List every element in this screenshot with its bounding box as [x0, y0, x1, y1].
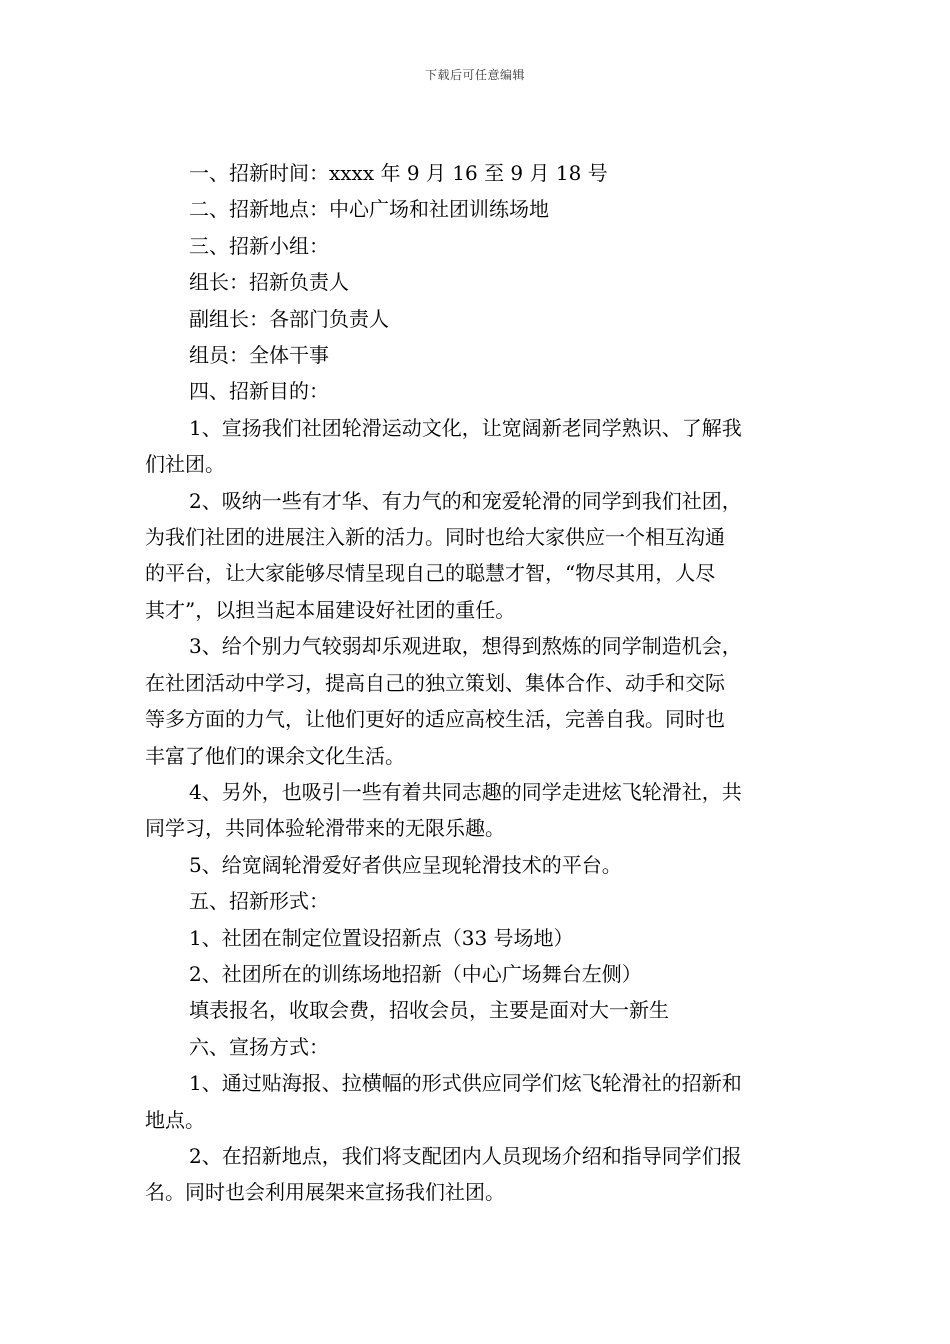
purpose-item-3 — [145, 628, 810, 774]
purpose-item-1 — [145, 410, 810, 483]
text-line: 的平台，让大家能够尽情呈现自己的聪慧才智，“物尽其用，人尽 — [145, 561, 716, 586]
text-line: 2、吸纳一些有才华、有力气的和宠爱轮滑的同学到我们社团， — [189, 488, 742, 513]
section-heading-purpose: 四、招新目的： — [189, 379, 329, 404]
text-line: 1、宣扬我们社团轮滑运动文化，让宽阔新老同学熟识、了解我 — [189, 415, 742, 440]
text-line: 在社团活动中学习，提高自己的独立策划、集体合作、动手和交际 — [145, 670, 725, 695]
header-note: 下载后可任意编辑 — [424, 68, 525, 82]
section-heading-promotion: 六、宣扬方式： — [189, 1034, 329, 1059]
text-line: 3、给个别力气较弱却乐观进取，想得到熬炼的同学制造机会， — [189, 634, 742, 659]
section-heading-format: 五、招新形式： — [189, 889, 329, 914]
team-deputy-line: 副组长：各部门负责人 — [189, 306, 389, 331]
text-line: 4、另外，也吸引一些有着共同志趣的同学走进炫飞轮滑社，共 — [189, 779, 742, 804]
promotion-item-1 — [145, 1065, 810, 1138]
document-body — [145, 155, 810, 1211]
team-members-line: 组员：全体干事 — [189, 343, 329, 368]
purpose-item-5: 5、给宽阔轮滑爱好者供应呈现轮滑技术的平台。 — [189, 852, 622, 877]
text-line: 地点。 — [145, 1107, 205, 1132]
text-line: 名。同时也会利用展架来宣扬我们社团。 — [145, 1180, 505, 1205]
section-heading-time: 一、招新时间：xxxx 年 9 月 16 至 9 月 18 号 — [189, 161, 608, 185]
section-heading-team: 三、招新小组： — [189, 233, 329, 258]
text-line: 1、通过贴海报、拉横幅的形式供应同学们炫飞轮滑社的招新和 — [189, 1071, 742, 1096]
text-line: 们社团。 — [145, 452, 225, 477]
text-line: 为我们社团的进展注入新的活力。同时也给大家供应一个相互沟通 — [145, 525, 725, 550]
team-leader-line: 组长：招新负责人 — [189, 270, 349, 295]
format-note: 填表报名，收取会费，招收会员，主要是面对大一新生 — [189, 998, 669, 1023]
format-item-1: 1、社团在制定位置设招新点（33 号场地） — [189, 925, 574, 950]
format-item-2: 2、社团所在的训练场地招新（中心广场舞台左侧） — [189, 961, 642, 986]
text-line: 同学习，共同体验轮滑带来的无限乐趣。 — [145, 816, 505, 841]
purpose-item-2 — [145, 483, 810, 629]
text-line: 丰富了他们的课余文化生活。 — [145, 743, 405, 768]
purpose-item-4 — [145, 774, 810, 847]
text-line: 其才”，以担当起本届建设好社团的重任。 — [145, 597, 516, 622]
text-line: 2、在招新地点，我们将支配团内人员现场介绍和指导同学们报 — [189, 1143, 742, 1168]
promotion-item-2 — [145, 1138, 810, 1211]
section-heading-location: 二、招新地点：中心广场和社团训练场地 — [189, 197, 549, 222]
text-line: 等多方面的力气，让他们更好的适应高校生活，完善自我。同时也 — [145, 707, 725, 732]
